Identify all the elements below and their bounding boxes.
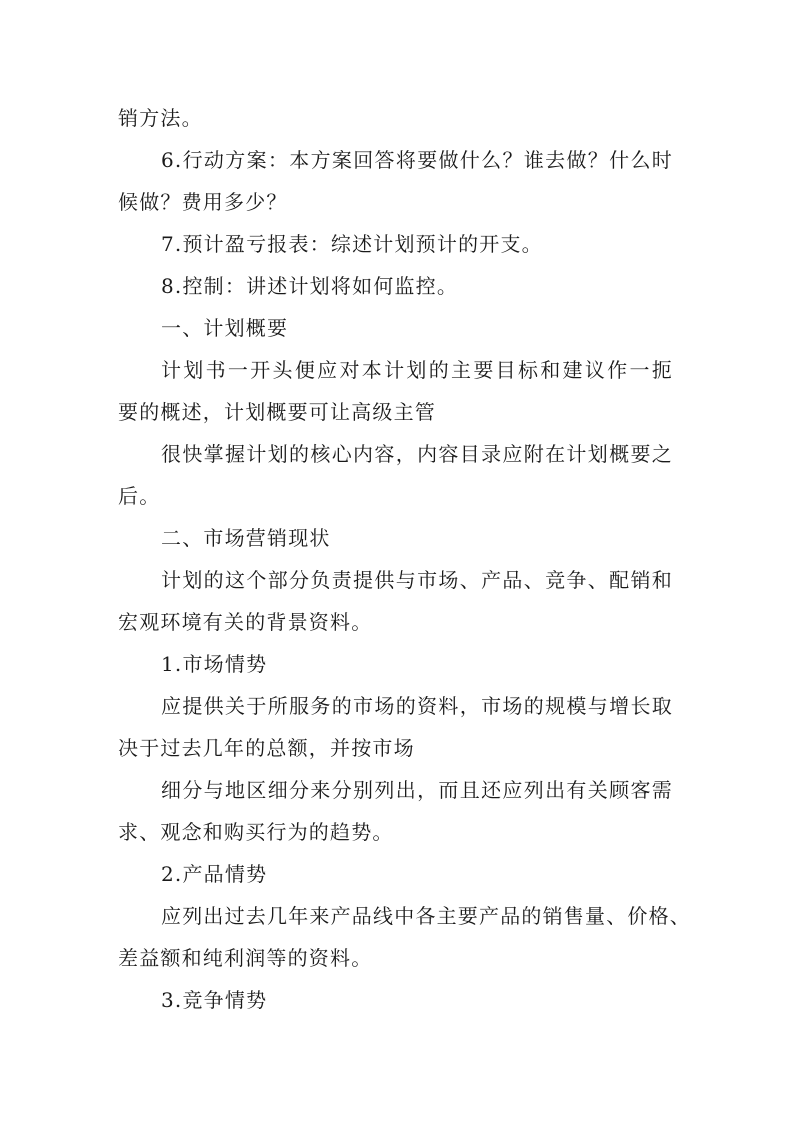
text-line: 8.控制：讲述计划将如何监控。 [161,274,459,298]
text-line: 销方法。 [118,106,203,130]
text-line: 宏观环境有关的背景资料。 [118,610,373,634]
text-line: 计划书一开头便应对本计划的主要目标和建议作一扼 [161,358,673,382]
text-line: 6.行动方案：本方案回答将要做什么？谁去做？什么时 [161,148,673,172]
text-line: 求、观念和购买行为的趋势。 [118,820,394,844]
text-line: 应提供关于所服务的市场的资料，市场的规模与增长取 [161,694,673,718]
text-line: 差益额和纯利润等的资料。 [118,946,373,970]
section-heading: 一、计划概要 [161,316,289,340]
subsection-heading: 3.竞争情势 [161,988,268,1012]
subsection-heading: 1.市场情势 [161,652,268,676]
text-line: 应列出过去几年来产品线中各主要产品的销售量、价格、 [161,904,691,928]
section-heading: 二、市场营销现状 [161,526,331,550]
subsection-heading: 2.产品情势 [161,862,268,886]
text-line: 7.预计盈亏报表：综述计划预计的开支。 [161,232,543,256]
text-line: 很快掌握计划的核心内容，内容目录应附在计划概要之 [161,442,673,466]
text-line: 计划的这个部分负责提供与市场、产品、竞争、配销和 [161,568,673,592]
text-line: 细分与地区细分来分别列出，而且还应列出有关顾客需 [161,778,673,802]
text-line: 后。 [118,484,161,508]
text-line: 要的概述，计划概要可让高级主管 [118,400,436,424]
text-line: 候做？费用多少？ [118,190,288,214]
text-line: 决于过去几年的总额，并按市场 [118,736,415,760]
